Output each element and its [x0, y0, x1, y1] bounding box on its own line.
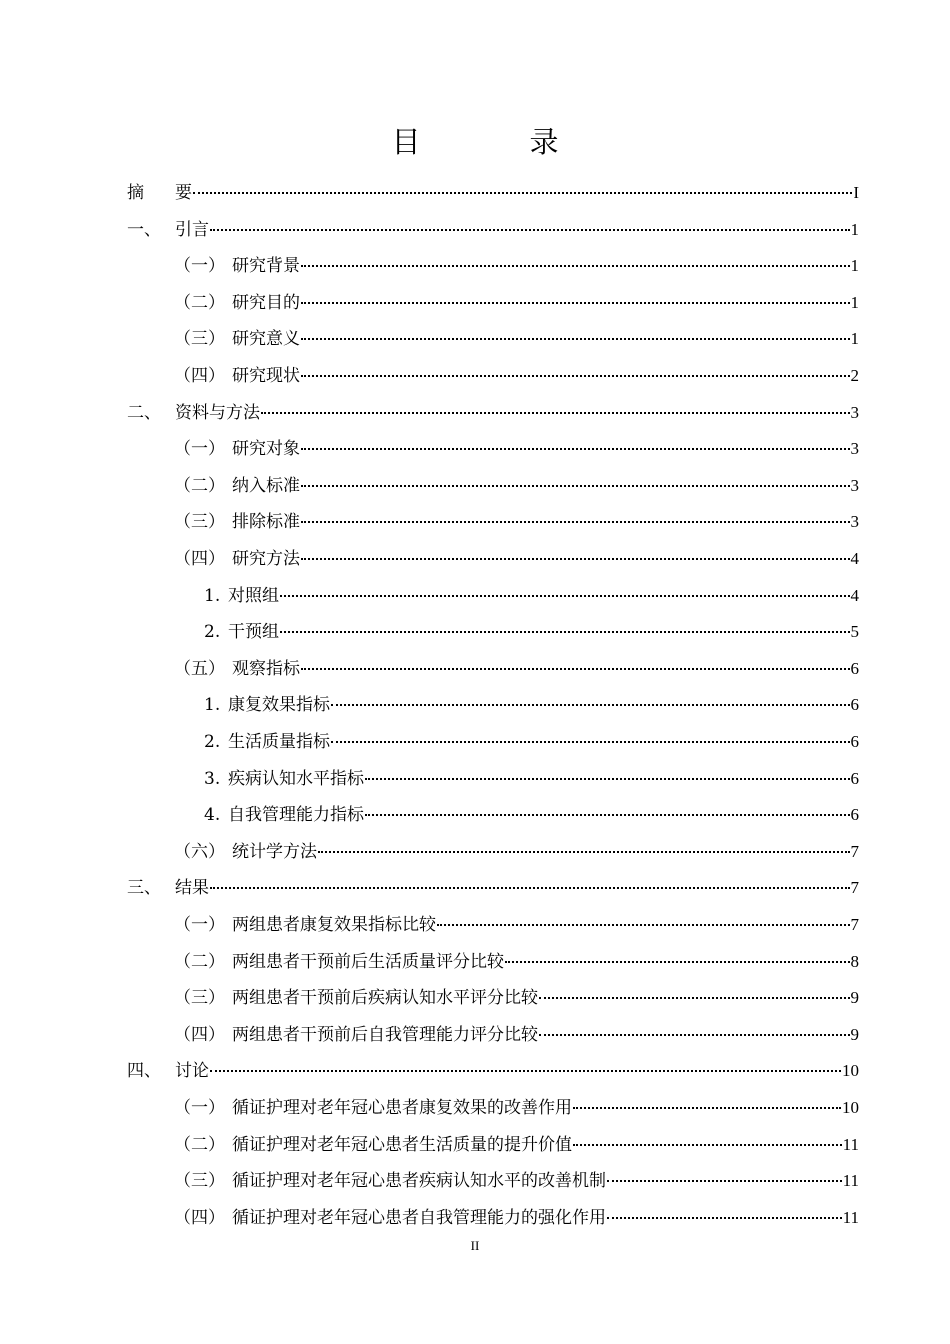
- toc-dot-leader: [301, 557, 850, 560]
- toc-entry-title: 研究背景: [232, 256, 300, 277]
- toc-entry[interactable]: [174, 321, 859, 357]
- toc-dot-leader: [573, 1106, 841, 1109]
- toc-entry-number: （四）: [174, 1207, 225, 1228]
- toc-entry-number: （一）: [174, 439, 225, 460]
- toc-dot-leader: [301, 484, 850, 487]
- toc-entry-page: 1: [850, 256, 859, 276]
- toc-entry-page: 3: [850, 475, 859, 495]
- toc-entry-title: 排除标准: [232, 512, 300, 533]
- toc-entry-title: 干预组: [228, 622, 279, 643]
- toc-entry[interactable]: [174, 504, 859, 540]
- toc-entry-page: 7: [850, 915, 859, 934]
- toc-entry-title: 对照组: [228, 585, 279, 606]
- toc-entry[interactable]: [174, 651, 859, 687]
- toc-entry-number: 四、: [127, 1061, 161, 1082]
- toc-entry-number: 摘: [127, 183, 161, 203]
- toc-entry-title: 讨论: [175, 1061, 209, 1082]
- toc-entry-title: 研究对象: [232, 439, 300, 460]
- toc-entry-page: 3: [850, 402, 859, 422]
- toc-entry-title: 纳入标准: [232, 475, 300, 496]
- toc-entry-title: 研究目的: [232, 292, 300, 313]
- toc-entry-title: 循证护理对老年冠心患者生活质量的提升价值: [232, 1134, 572, 1155]
- toc-entry-page: 1: [850, 329, 859, 349]
- toc-entry[interactable]: [174, 358, 859, 394]
- toc-entry[interactable]: [174, 907, 859, 943]
- toc-entry[interactable]: [127, 1053, 859, 1089]
- toc-entry-title: 两组患者干预前后疾病认知水平评分比较: [232, 988, 538, 1009]
- toc-dot-leader: [210, 1069, 841, 1072]
- toc-dot-leader: [261, 411, 850, 414]
- toc-entry-number: （一）: [174, 915, 225, 935]
- toc-entry-page: 6: [850, 732, 859, 751]
- toc-entry-page: 5: [850, 622, 859, 642]
- toc-entry[interactable]: [127, 212, 859, 248]
- toc-dot-leader: [573, 1143, 842, 1146]
- toc-entry[interactable]: [174, 1017, 859, 1053]
- toc-entry-number: （二）: [174, 475, 225, 496]
- toc-entry-title: 两组患者干预前后生活质量评分比较: [232, 951, 504, 972]
- toc-entry-page: I: [853, 183, 859, 202]
- toc-entry-number: （一）: [174, 256, 225, 277]
- toc-entry-page: 10: [842, 1061, 859, 1081]
- toc-entry-number: （六）: [174, 841, 225, 862]
- toc-entry-title: 循证护理对老年冠心患者疾病认知水平的改善机制: [232, 1171, 606, 1192]
- toc-entry[interactable]: [127, 175, 859, 211]
- toc-entry-number: （四）: [174, 1024, 225, 1045]
- toc-entry-page: 10: [842, 1098, 859, 1117]
- toc-entry[interactable]: [127, 870, 859, 906]
- toc-entry-number: （二）: [174, 951, 225, 972]
- toc-entry-number: 三、: [127, 878, 161, 899]
- toc-entry-page: 8: [850, 951, 859, 971]
- toc-dot-leader: [365, 777, 850, 780]
- toc-dot-leader: [301, 520, 850, 523]
- toc-entry-page: 6: [850, 695, 859, 715]
- toc-entry-number: （三）: [174, 512, 225, 533]
- toc-entry-number: （二）: [174, 292, 225, 313]
- toc-entry-title: 两组患者康复效果指标比较: [232, 915, 436, 935]
- toc-dot-leader: [331, 703, 850, 706]
- toc-entry-number: 一、: [127, 219, 161, 240]
- toc-entry-page: 11: [842, 1171, 859, 1191]
- toc-dot-leader: [280, 594, 850, 597]
- toc-entry-title: 引言: [175, 219, 209, 240]
- toc-entry-title: 康复效果指标: [228, 695, 330, 716]
- toc-dot-leader: [301, 447, 850, 450]
- toc-entry-page: 2: [850, 366, 859, 385]
- toc-dot-leader: [301, 374, 850, 377]
- toc-dot-leader: [210, 228, 850, 231]
- toc-dot-leader: [607, 1179, 842, 1182]
- toc-entry-number: （二）: [174, 1134, 225, 1155]
- toc-entry-number: （四）: [174, 366, 225, 386]
- toc-dot-leader: [437, 923, 850, 926]
- toc-entry[interactable]: [174, 944, 859, 980]
- toc-entry[interactable]: [174, 1127, 859, 1163]
- toc-dot-leader: [539, 1033, 850, 1036]
- toc-entry-page: 11: [842, 1134, 859, 1154]
- toc-dot-leader: [301, 337, 850, 340]
- toc-entry-page: 9: [850, 988, 859, 1008]
- toc-dot-leader: [193, 191, 852, 194]
- toc-entry-page: 6: [850, 768, 859, 788]
- toc-entry[interactable]: [174, 541, 859, 577]
- toc-dot-leader: [301, 667, 850, 670]
- toc-entry-title: 自我管理能力指标: [228, 805, 364, 826]
- toc-entry-title: 要: [175, 183, 192, 203]
- toc-entry[interactable]: [174, 248, 859, 284]
- toc-title: 目 录: [391, 125, 599, 159]
- toc-entry-page: 4: [850, 549, 859, 568]
- toc-entry-number: 1.: [204, 585, 221, 606]
- toc-entry-page: 3: [850, 439, 859, 459]
- toc-entry-page: 7: [850, 841, 859, 861]
- toc-dot-leader: [210, 886, 850, 889]
- toc-entry[interactable]: [174, 1090, 859, 1126]
- toc-entry[interactable]: [204, 687, 859, 723]
- toc-entry-number: 1.: [204, 695, 221, 716]
- toc-entry-title: 资料与方法: [175, 402, 260, 423]
- toc-entry-number: 2.: [204, 622, 221, 643]
- toc-entry-number: （五）: [174, 658, 225, 679]
- toc-entry[interactable]: [174, 980, 859, 1016]
- toc-entry-title: 结果: [175, 878, 209, 899]
- toc-dot-leader: [301, 264, 850, 267]
- toc-entry-page: 1: [850, 219, 859, 239]
- toc-entry-number: （三）: [174, 988, 225, 1009]
- toc-entry-page: 3: [850, 512, 859, 532]
- toc-entry-page: 9: [850, 1024, 859, 1044]
- toc-dot-leader: [301, 301, 850, 304]
- toc-entry[interactable]: [174, 468, 859, 504]
- toc-entry-page: 1: [850, 292, 859, 312]
- toc-entry-title: 疾病认知水平指标: [228, 768, 364, 789]
- toc-entry-number: 4.: [204, 805, 221, 826]
- toc-entry-page: 6: [850, 805, 859, 825]
- toc-entry-page: 6: [850, 658, 859, 678]
- toc-dot-leader: [280, 630, 850, 633]
- toc-entry-page: 4: [850, 585, 859, 605]
- toc-entry-title: 两组患者干预前后自我管理能力评分比较: [232, 1024, 538, 1045]
- toc-entry-number: 3.: [204, 768, 221, 789]
- toc-entry[interactable]: [174, 1163, 859, 1199]
- toc-entry[interactable]: [127, 395, 859, 431]
- toc-entry-title: 研究意义: [232, 329, 300, 350]
- toc-entry[interactable]: [174, 1200, 859, 1236]
- toc-dot-leader: [318, 850, 850, 853]
- toc-entry-title: 研究方法: [232, 549, 300, 569]
- toc-entry-number: （一）: [174, 1098, 225, 1118]
- toc-entry-number: （四）: [174, 549, 225, 569]
- toc-entry[interactable]: [174, 834, 859, 870]
- toc-entry-number: （三）: [174, 329, 225, 350]
- toc-dot-leader: [539, 996, 850, 999]
- toc-entry[interactable]: [204, 578, 859, 614]
- toc-entry-page: 11: [842, 1207, 859, 1227]
- toc-dot-leader: [331, 740, 850, 743]
- toc-entry-title: 统计学方法: [232, 841, 317, 862]
- toc-entry[interactable]: [204, 797, 859, 833]
- toc-entry-title: 研究现状: [232, 366, 300, 386]
- toc-entry-page: 7: [850, 878, 859, 898]
- toc-entry[interactable]: [204, 761, 859, 797]
- toc-entry-number: （三）: [174, 1171, 225, 1192]
- toc-entry-number: 2.: [204, 732, 221, 752]
- toc-entry-title: 循证护理对老年冠心患者自我管理能力的强化作用: [232, 1207, 606, 1228]
- toc-dot-leader: [607, 1216, 842, 1219]
- toc-entry-title: 循证护理对老年冠心患者康复效果的改善作用: [232, 1098, 572, 1118]
- toc-entry[interactable]: [174, 431, 859, 467]
- toc-entry[interactable]: [204, 724, 859, 760]
- toc-dot-leader: [365, 813, 850, 816]
- toc-entry[interactable]: [174, 285, 859, 321]
- page-number-footer: II: [470, 1238, 480, 1253]
- toc-entry-title: 生活质量指标: [228, 732, 330, 752]
- toc-entry-number: 二、: [127, 402, 161, 423]
- toc-entry-title: 观察指标: [232, 658, 300, 679]
- toc-entry[interactable]: [204, 614, 859, 650]
- toc-dot-leader: [505, 960, 850, 963]
